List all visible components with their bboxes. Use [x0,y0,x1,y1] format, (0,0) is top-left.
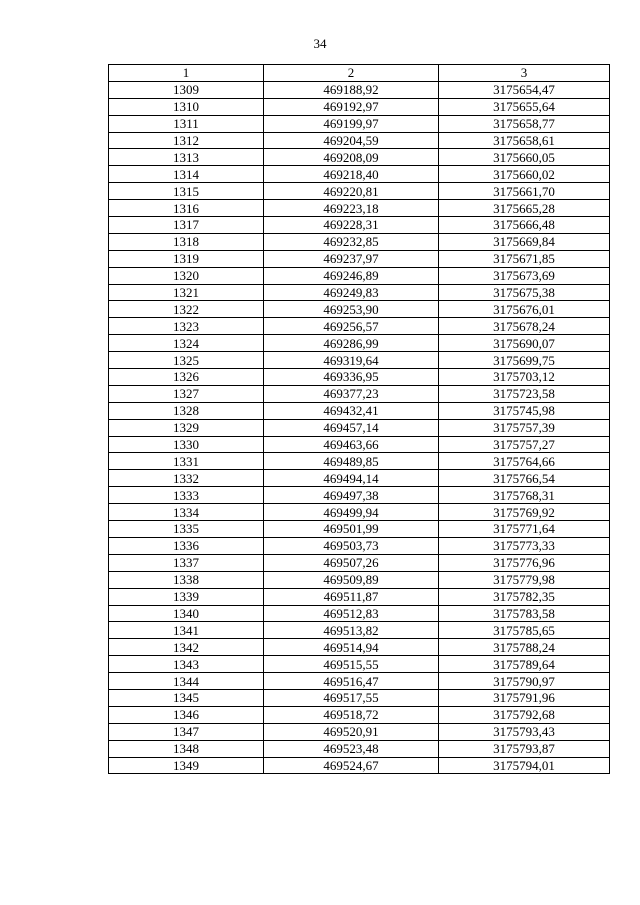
table-row [109,605,610,622]
table-row [109,183,610,200]
y-coordinate-cell: 3175658,61 [439,132,610,149]
point-number-cell: 1312 [109,132,264,149]
x-coordinate-cell: 469192,97 [264,98,439,115]
table-row [109,132,610,149]
point-number-cell: 1337 [109,554,264,571]
y-coordinate-cell: 3175654,47 [439,81,610,98]
y-coordinate-cell: 3175699,75 [439,352,610,369]
x-coordinate-cell: 469514,94 [264,639,439,656]
table-row [109,673,610,690]
table-row [109,571,610,588]
table-row [109,656,610,673]
point-number-cell: 1311 [109,115,264,132]
table-row [109,537,610,554]
point-number-cell: 1342 [109,639,264,656]
table-row [109,622,610,639]
y-coordinate-cell: 3175665,28 [439,200,610,217]
y-coordinate-cell: 3175771,64 [439,521,610,538]
y-coordinate-cell: 3175792,68 [439,706,610,723]
table-row [109,98,610,115]
y-coordinate-cell: 3175673,69 [439,267,610,284]
table-row [109,369,610,386]
x-coordinate-cell: 469249,83 [264,284,439,301]
x-coordinate-cell: 469463,66 [264,436,439,453]
point-number-cell: 1335 [109,521,264,538]
y-coordinate-cell: 3175785,65 [439,622,610,639]
table-row [109,233,610,250]
y-coordinate-cell: 3175723,58 [439,385,610,402]
header-col-3: 3 [439,65,610,82]
point-number-cell: 1326 [109,369,264,386]
y-coordinate-cell: 3175789,64 [439,656,610,673]
table-row [109,436,610,453]
table-row [109,554,610,571]
x-coordinate-cell: 469520,91 [264,723,439,740]
point-number-cell: 1317 [109,217,264,234]
table-row [109,757,610,774]
x-coordinate-cell: 469509,89 [264,571,439,588]
table-row [109,267,610,284]
point-number-cell: 1336 [109,537,264,554]
y-coordinate-cell: 3175793,87 [439,740,610,757]
point-number-cell: 1324 [109,335,264,352]
page-number: 34 [313,36,327,51]
x-coordinate-cell: 469457,14 [264,419,439,436]
table-row [109,166,610,183]
x-coordinate-cell: 469188,92 [264,81,439,98]
x-coordinate-cell: 469204,59 [264,132,439,149]
coordinates-table [108,64,610,774]
point-number-cell: 1314 [109,166,264,183]
y-coordinate-cell: 3175793,43 [439,723,610,740]
table-row [109,723,610,740]
point-number-cell: 1345 [109,689,264,706]
x-coordinate-cell: 469511,87 [264,588,439,605]
table-row [109,453,610,470]
table-row [109,706,610,723]
point-number-cell: 1339 [109,588,264,605]
x-coordinate-cell: 469523,48 [264,740,439,757]
point-number-cell: 1321 [109,284,264,301]
x-coordinate-cell: 469499,94 [264,504,439,521]
x-coordinate-cell: 469208,09 [264,149,439,166]
point-number-cell: 1323 [109,318,264,335]
x-coordinate-cell: 469377,23 [264,385,439,402]
y-coordinate-cell: 3175660,05 [439,149,610,166]
point-number-cell: 1315 [109,183,264,200]
point-number-cell: 1334 [109,504,264,521]
table-row [109,639,610,656]
table-row [109,402,610,419]
table-row [109,301,610,318]
point-number-cell: 1319 [109,250,264,267]
point-number-cell: 1343 [109,656,264,673]
y-coordinate-cell: 3175757,39 [439,419,610,436]
header-row [109,65,610,82]
point-number-cell: 1325 [109,352,264,369]
point-number-cell: 1310 [109,98,264,115]
x-coordinate-cell: 469513,82 [264,622,439,639]
x-coordinate-cell: 469218,40 [264,166,439,183]
x-coordinate-cell: 469432,41 [264,402,439,419]
point-number-cell: 1327 [109,385,264,402]
x-coordinate-cell: 469232,85 [264,233,439,250]
y-coordinate-cell: 3175661,70 [439,183,610,200]
x-coordinate-cell: 469286,99 [264,335,439,352]
x-coordinate-cell: 469256,57 [264,318,439,335]
table-row [109,217,610,234]
x-coordinate-cell: 469503,73 [264,537,439,554]
table-body [109,81,610,774]
y-coordinate-cell: 3175782,35 [439,588,610,605]
point-number-cell: 1346 [109,706,264,723]
point-number-cell: 1328 [109,402,264,419]
y-coordinate-cell: 3175675,38 [439,284,610,301]
table-row [109,470,610,487]
y-coordinate-cell: 3175790,97 [439,673,610,690]
y-coordinate-cell: 3175788,24 [439,639,610,656]
table-row [109,318,610,335]
y-coordinate-cell: 3175655,64 [439,98,610,115]
y-coordinate-cell: 3175766,54 [439,470,610,487]
table-row [109,740,610,757]
table-row [109,487,610,504]
x-coordinate-cell: 469507,26 [264,554,439,571]
point-number-cell: 1331 [109,453,264,470]
point-number-cell: 1341 [109,622,264,639]
y-coordinate-cell: 3175671,85 [439,250,610,267]
point-number-cell: 1318 [109,233,264,250]
y-coordinate-cell: 3175703,12 [439,369,610,386]
y-coordinate-cell: 3175676,01 [439,301,610,318]
point-number-cell: 1329 [109,419,264,436]
x-coordinate-cell: 469524,67 [264,757,439,774]
point-number-cell: 1320 [109,267,264,284]
y-coordinate-cell: 3175745,98 [439,402,610,419]
x-coordinate-cell: 469516,47 [264,673,439,690]
y-coordinate-cell: 3175783,58 [439,605,610,622]
table-header [109,65,610,82]
point-number-cell: 1316 [109,200,264,217]
x-coordinate-cell: 469220,81 [264,183,439,200]
table-row [109,149,610,166]
header-col-2: 2 [264,65,439,82]
point-number-cell: 1338 [109,571,264,588]
table-row [109,81,610,98]
x-coordinate-cell: 469489,85 [264,453,439,470]
table-row [109,200,610,217]
table-row [109,689,610,706]
x-coordinate-cell: 469501,99 [264,521,439,538]
x-coordinate-cell: 469494,14 [264,470,439,487]
y-coordinate-cell: 3175690,07 [439,335,610,352]
x-coordinate-cell: 469336,95 [264,369,439,386]
y-coordinate-cell: 3175776,96 [439,554,610,571]
point-number-cell: 1330 [109,436,264,453]
point-number-cell: 1322 [109,301,264,318]
y-coordinate-cell: 3175666,48 [439,217,610,234]
table-row [109,115,610,132]
x-coordinate-cell: 469515,55 [264,656,439,673]
table-row [109,250,610,267]
y-coordinate-cell: 3175773,33 [439,537,610,554]
x-coordinate-cell: 469512,83 [264,605,439,622]
y-coordinate-cell: 3175658,77 [439,115,610,132]
x-coordinate-cell: 469246,89 [264,267,439,284]
point-number-cell: 1309 [109,81,264,98]
point-number-cell: 1332 [109,470,264,487]
table-row [109,419,610,436]
x-coordinate-cell: 469253,90 [264,301,439,318]
x-coordinate-cell: 469199,97 [264,115,439,132]
y-coordinate-cell: 3175791,96 [439,689,610,706]
point-number-cell: 1344 [109,673,264,690]
y-coordinate-cell: 3175764,66 [439,453,610,470]
x-coordinate-cell: 469223,18 [264,200,439,217]
table-row [109,385,610,402]
y-coordinate-cell: 3175669,84 [439,233,610,250]
table-row [109,504,610,521]
table-row [109,352,610,369]
point-number-cell: 1348 [109,740,264,757]
point-number-cell: 1313 [109,149,264,166]
table-row [109,588,610,605]
y-coordinate-cell: 3175678,24 [439,318,610,335]
y-coordinate-cell: 3175794,01 [439,757,610,774]
x-coordinate-cell: 469228,31 [264,217,439,234]
x-coordinate-cell: 469517,55 [264,689,439,706]
table-row [109,284,610,301]
header-col-1: 1 [109,65,264,82]
point-number-cell: 1347 [109,723,264,740]
y-coordinate-cell: 3175768,31 [439,487,610,504]
table-row [109,521,610,538]
point-number-cell: 1333 [109,487,264,504]
x-coordinate-cell: 469518,72 [264,706,439,723]
y-coordinate-cell: 3175769,92 [439,504,610,521]
x-coordinate-cell: 469497,38 [264,487,439,504]
point-number-cell: 1349 [109,757,264,774]
x-coordinate-cell: 469237,97 [264,250,439,267]
y-coordinate-cell: 3175779,98 [439,571,610,588]
y-coordinate-cell: 3175757,27 [439,436,610,453]
point-number-cell: 1340 [109,605,264,622]
x-coordinate-cell: 469319,64 [264,352,439,369]
table-row [109,335,610,352]
y-coordinate-cell: 3175660,02 [439,166,610,183]
